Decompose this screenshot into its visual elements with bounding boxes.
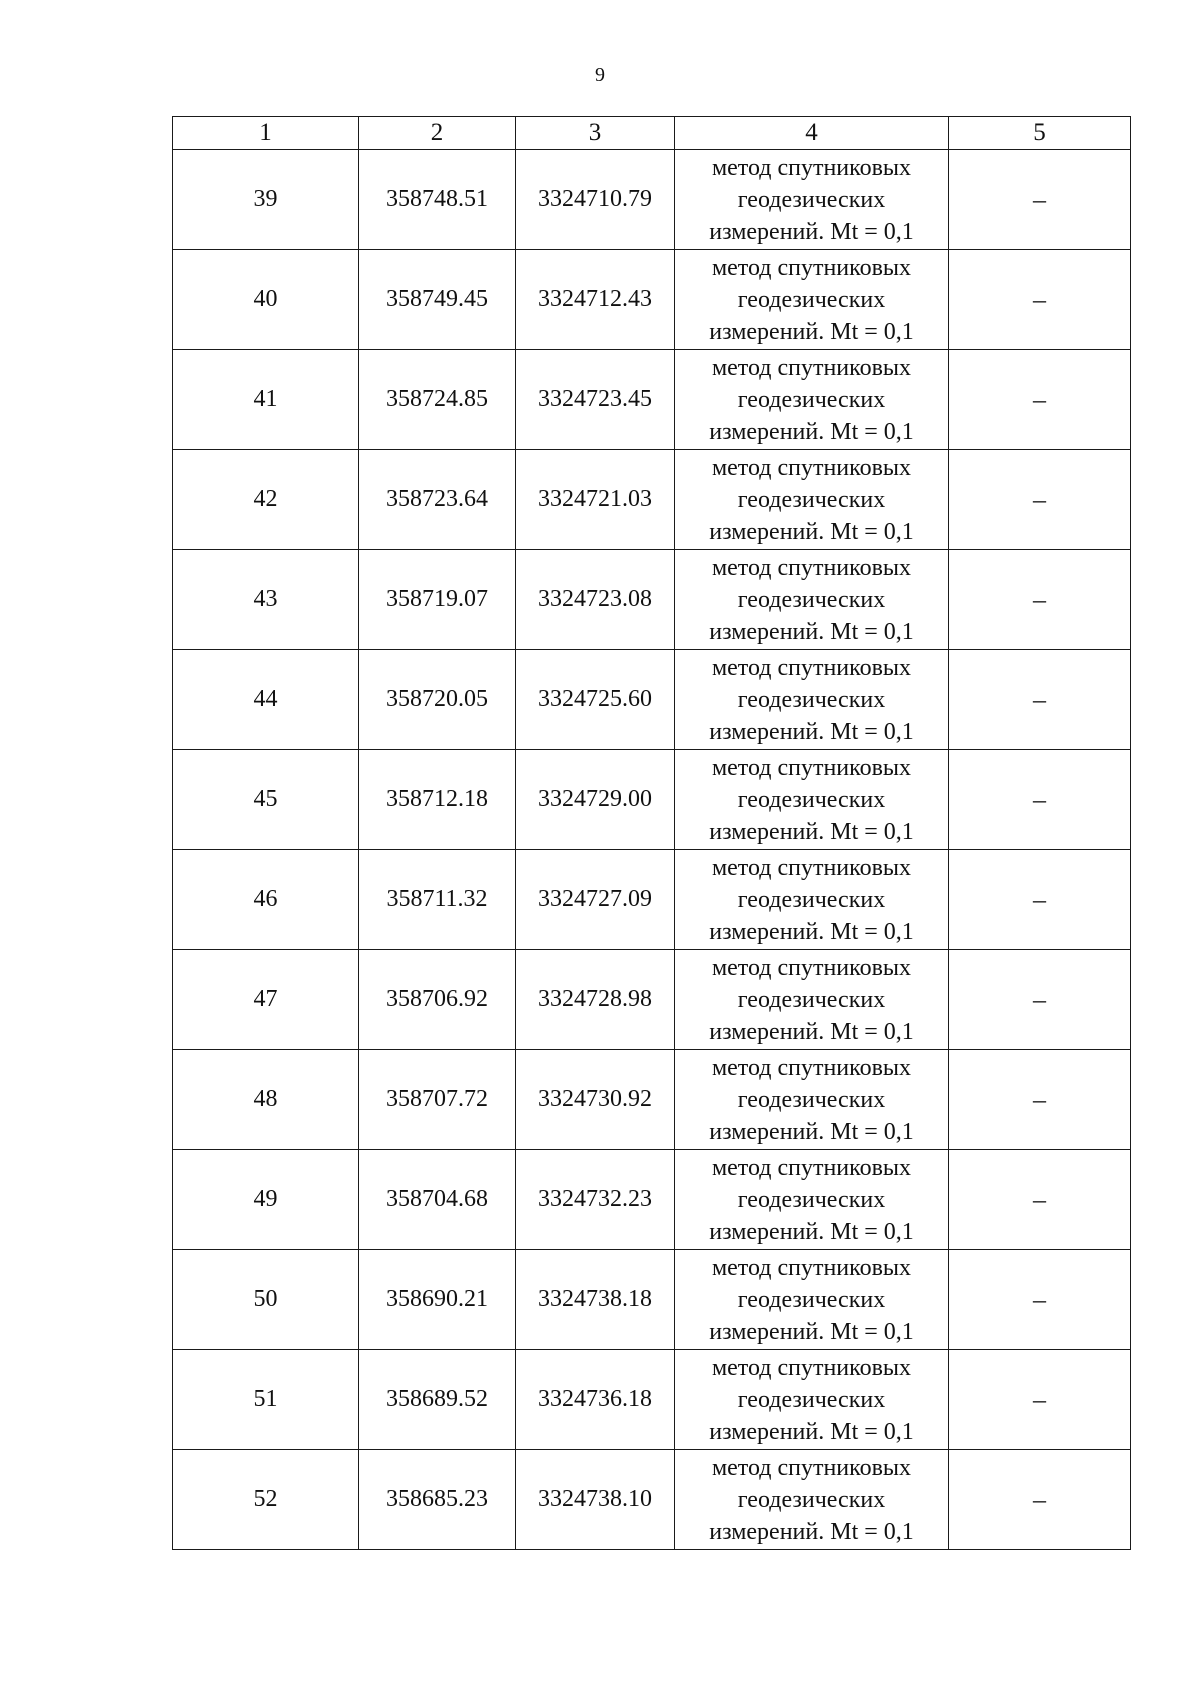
column-header-5: 5: [949, 117, 1131, 150]
method-line-2: геодезических: [737, 286, 886, 313]
y-coordinate-cell: 3324732.23: [516, 1150, 675, 1250]
table-row: [173, 1350, 1131, 1450]
column-header-2: 2: [359, 117, 516, 150]
method-line-1: метод спутниковых: [711, 454, 912, 481]
point-number-cell: 45: [173, 750, 359, 850]
column-header-4: 4: [675, 117, 949, 150]
method-cell: [675, 1450, 949, 1550]
note-cell: –: [949, 150, 1131, 250]
method-line-3: измерений. Mt = 0,1: [709, 418, 914, 445]
method-cell: [675, 1050, 949, 1150]
page-number: 9: [595, 64, 605, 86]
point-number-cell: 40: [173, 250, 359, 350]
x-coordinate-cell: 358706.92: [359, 950, 516, 1050]
point-number-cell: 42: [173, 450, 359, 550]
note-cell: –: [949, 1250, 1131, 1350]
table-row: [173, 1150, 1131, 1250]
table-row: [173, 550, 1131, 650]
point-number-cell: 43: [173, 550, 359, 650]
method-line-1: метод спутниковых: [711, 1054, 912, 1081]
method-cell: [675, 1250, 949, 1350]
table-body: [173, 150, 1131, 1550]
y-coordinate-cell: 3324729.00: [516, 750, 675, 850]
point-number-cell: 46: [173, 850, 359, 950]
method-line-2: геодезических: [737, 986, 886, 1013]
method-cell: [675, 350, 949, 450]
table-header-row: [173, 117, 1131, 150]
table-row: [173, 1450, 1131, 1550]
method-cell: [675, 1150, 949, 1250]
point-number-cell: 50: [173, 1250, 359, 1350]
coordinates-table: [172, 116, 1131, 1550]
point-number-cell: 44: [173, 650, 359, 750]
method-cell: [675, 450, 949, 550]
point-number-cell: 51: [173, 1350, 359, 1450]
x-coordinate-cell: 358748.51: [359, 150, 516, 250]
note-cell: –: [949, 1350, 1131, 1450]
table-row: [173, 350, 1131, 450]
point-number-cell: 48: [173, 1050, 359, 1150]
table-row: [173, 250, 1131, 350]
point-number-cell: 41: [173, 350, 359, 450]
x-coordinate-cell: 358719.07: [359, 550, 516, 650]
method-line-2: геодезических: [737, 686, 886, 713]
x-coordinate-cell: 358689.52: [359, 1350, 516, 1450]
note-cell: –: [949, 1450, 1131, 1550]
table-row: [173, 950, 1131, 1050]
y-coordinate-cell: 3324738.18: [516, 1250, 675, 1350]
y-coordinate-cell: 3324738.10: [516, 1450, 675, 1550]
column-header-3: 3: [516, 117, 675, 150]
column-header-1: 1: [173, 117, 359, 150]
method-line-3: измерений. Mt = 0,1: [709, 1318, 914, 1345]
point-number-cell: 39: [173, 150, 359, 250]
note-cell: –: [949, 850, 1131, 950]
method-line-3: измерений. Mt = 0,1: [709, 1018, 914, 1045]
table-row: [173, 850, 1131, 950]
table-row: [173, 1250, 1131, 1350]
method-line-3: измерений. Mt = 0,1: [709, 318, 914, 345]
method-line-2: геодезических: [737, 1086, 886, 1113]
y-coordinate-cell: 3324736.18: [516, 1350, 675, 1450]
table-row: [173, 650, 1131, 750]
y-coordinate-cell: 3324710.79: [516, 150, 675, 250]
note-cell: –: [949, 1050, 1131, 1150]
x-coordinate-cell: 358749.45: [359, 250, 516, 350]
method-line-2: геодезических: [737, 1386, 886, 1413]
method-line-3: измерений. Mt = 0,1: [709, 1518, 914, 1545]
y-coordinate-cell: 3324723.08: [516, 550, 675, 650]
note-cell: –: [949, 350, 1131, 450]
method-line-3: измерений. Mt = 0,1: [709, 518, 914, 545]
x-coordinate-cell: 358690.21: [359, 1250, 516, 1350]
method-line-1: метод спутниковых: [711, 854, 912, 881]
method-line-1: метод спутниковых: [711, 754, 912, 781]
method-cell: [675, 850, 949, 950]
method-line-3: измерений. Mt = 0,1: [709, 1118, 914, 1145]
note-cell: –: [949, 550, 1131, 650]
method-cell: [675, 150, 949, 250]
method-line-2: геодезических: [737, 586, 886, 613]
method-cell: [675, 250, 949, 350]
method-line-3: измерений. Mt = 0,1: [709, 718, 914, 745]
y-coordinate-cell: 3324723.45: [516, 350, 675, 450]
y-coordinate-cell: 3324721.03: [516, 450, 675, 550]
x-coordinate-cell: 358723.64: [359, 450, 516, 550]
y-coordinate-cell: 3324727.09: [516, 850, 675, 950]
method-line-2: геодезических: [737, 486, 886, 513]
method-line-1: метод спутниковых: [711, 1354, 912, 1381]
method-line-3: измерений. Mt = 0,1: [709, 818, 914, 845]
note-cell: –: [949, 450, 1131, 550]
method-line-1: метод спутниковых: [711, 1454, 912, 1481]
method-line-2: геодезических: [737, 1486, 886, 1513]
y-coordinate-cell: 3324725.60: [516, 650, 675, 750]
method-line-3: измерений. Mt = 0,1: [709, 618, 914, 645]
note-cell: –: [949, 950, 1131, 1050]
note-cell: –: [949, 650, 1131, 750]
point-number-cell: 49: [173, 1150, 359, 1250]
method-line-2: геодезических: [737, 786, 886, 813]
method-line-2: геодезических: [737, 186, 886, 213]
method-line-1: метод спутниковых: [711, 1154, 912, 1181]
note-cell: –: [949, 250, 1131, 350]
x-coordinate-cell: 358704.68: [359, 1150, 516, 1250]
x-coordinate-cell: 358685.23: [359, 1450, 516, 1550]
x-coordinate-cell: 358724.85: [359, 350, 516, 450]
method-line-3: измерений. Mt = 0,1: [709, 218, 914, 245]
y-coordinate-cell: 3324730.92: [516, 1050, 675, 1150]
method-cell: [675, 1350, 949, 1450]
method-line-1: метод спутниковых: [711, 154, 912, 181]
method-cell: [675, 650, 949, 750]
method-cell: [675, 750, 949, 850]
method-line-3: измерений. Mt = 0,1: [709, 918, 914, 945]
method-line-2: геодезических: [737, 386, 886, 413]
method-line-3: измерений. Mt = 0,1: [709, 1418, 914, 1445]
table-row: [173, 450, 1131, 550]
y-coordinate-cell: 3324712.43: [516, 250, 675, 350]
y-coordinate-cell: 3324728.98: [516, 950, 675, 1050]
method-line-3: измерений. Mt = 0,1: [709, 1218, 914, 1245]
method-cell: [675, 950, 949, 1050]
note-cell: –: [949, 1150, 1131, 1250]
note-cell: –: [949, 750, 1131, 850]
method-line-1: метод спутниковых: [711, 1254, 912, 1281]
method-line-1: метод спутниковых: [711, 954, 912, 981]
x-coordinate-cell: 358720.05: [359, 650, 516, 750]
table-row: [173, 1050, 1131, 1150]
point-number-cell: 47: [173, 950, 359, 1050]
method-line-2: геодезических: [737, 1286, 886, 1313]
x-coordinate-cell: 358707.72: [359, 1050, 516, 1150]
table-row: [173, 750, 1131, 850]
point-number-cell: 52: [173, 1450, 359, 1550]
x-coordinate-cell: 358711.32: [359, 850, 516, 950]
table-row: [173, 150, 1131, 250]
method-cell: [675, 550, 949, 650]
method-line-1: метод спутниковых: [711, 554, 912, 581]
method-line-1: метод спутниковых: [711, 354, 912, 381]
method-line-1: метод спутниковых: [711, 654, 912, 681]
method-line-2: геодезических: [737, 1186, 886, 1213]
method-line-2: геодезических: [737, 886, 886, 913]
method-line-1: метод спутниковых: [711, 254, 912, 281]
x-coordinate-cell: 358712.18: [359, 750, 516, 850]
